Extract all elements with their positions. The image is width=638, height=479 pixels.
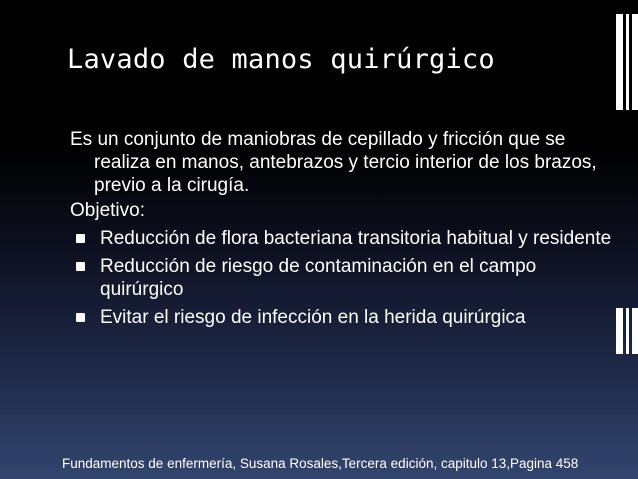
slide-body	[64, 128, 612, 329]
bullet-text: Reducción de riesgo de contaminación en el campo quirúrgico	[100, 256, 537, 300]
square-bullet-icon	[76, 262, 85, 271]
bullet-item	[64, 255, 612, 301]
bottom-stripes-decoration	[616, 308, 638, 354]
square-bullet-icon	[76, 313, 85, 322]
bullet-item	[64, 227, 612, 250]
intro-paragraph: Es un conjunto de maniobras de cepillado y fricción que se realiza en manos, antebrazos y tercio interior de los brazos, previo a la cirugía.	[70, 129, 597, 196]
slide-title: Lavado de manos quirúrgico	[67, 44, 495, 75]
top-stripes-decoration	[616, 14, 638, 110]
square-bullet-icon	[76, 234, 85, 243]
bullet-text: Reducción de flora bacteriana transitoria habitual y residente	[100, 228, 612, 249]
bullet-item	[64, 306, 612, 329]
bullet-text: Evitar el riesgo de infección en la herida quirúrgica	[100, 307, 526, 328]
objective-label: Objetivo:	[70, 200, 145, 221]
source-citation: Fundamentos de enfermería, Susana Rosales,Tercera edición, capitulo 13,Pagina 458	[62, 456, 579, 471]
